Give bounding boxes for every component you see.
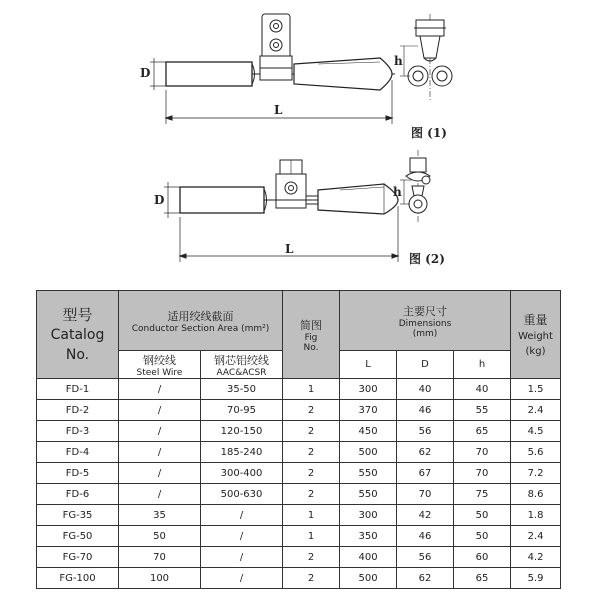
cell-acsr: / — [201, 526, 283, 547]
cell-h: 60 — [454, 547, 511, 568]
cell-fig: 2 — [283, 463, 340, 484]
cell-L: 500 — [340, 568, 397, 589]
fig1-dimension-L: L — [274, 103, 283, 117]
cell-acsr: 500-630 — [201, 484, 283, 505]
cell-steel: 70 — [119, 547, 201, 568]
cell-L: 400 — [340, 547, 397, 568]
cell-D: 67 — [397, 463, 454, 484]
cell-h: 70 — [454, 463, 511, 484]
cell-fig: 2 — [283, 568, 340, 589]
technical-drawings — [0, 0, 599, 285]
header-L: L — [340, 351, 397, 379]
cell-L: 300 — [340, 379, 397, 400]
cell-fig: 2 — [283, 421, 340, 442]
cell-steel: / — [119, 421, 201, 442]
fig2-label: 图 (2) — [409, 252, 445, 266]
cell-D: 70 — [397, 484, 454, 505]
cell-model: FG-70 — [37, 547, 119, 568]
header-dimensions: 主要尺寸 Dimensions (mm) — [340, 291, 511, 351]
cell-weight: 2.4 — [511, 526, 561, 547]
cell-acsr: 120-150 — [201, 421, 283, 442]
cell-steel: 100 — [119, 568, 201, 589]
cell-D: 40 — [397, 379, 454, 400]
header-h: h — [454, 351, 511, 379]
table-row — [37, 505, 561, 526]
cell-steel: / — [119, 379, 201, 400]
cell-weight: 7.2 — [511, 463, 561, 484]
cell-weight: 8.6 — [511, 484, 561, 505]
cell-acsr: / — [201, 505, 283, 526]
cell-h: 55 — [454, 400, 511, 421]
table-row — [37, 526, 561, 547]
table-row — [37, 484, 561, 505]
fig1-dimension-h: h — [394, 54, 403, 68]
table-row — [37, 379, 561, 400]
cell-steel: / — [119, 484, 201, 505]
cell-fig: 2 — [283, 484, 340, 505]
cell-weight: 1.5 — [511, 379, 561, 400]
cell-model: FD-3 — [37, 421, 119, 442]
cell-acsr: / — [201, 547, 283, 568]
cell-steel: 35 — [119, 505, 201, 526]
cell-fig: 2 — [283, 442, 340, 463]
fig2-dimension-L: L — [285, 242, 294, 256]
fig1-end-view — [400, 14, 452, 100]
cell-weight: 2.4 — [511, 400, 561, 421]
cell-h: 70 — [454, 442, 511, 463]
fig1-dimension-D: D — [140, 66, 151, 80]
cell-h: 40 — [454, 379, 511, 400]
cell-model: FD-4 — [37, 442, 119, 463]
header-steel-wire: 钢绞线 Steel Wire — [119, 351, 201, 379]
cell-weight: 5.9 — [511, 568, 561, 589]
cell-D: 56 — [397, 547, 454, 568]
cell-D: 42 — [397, 505, 454, 526]
cell-fig: 2 — [283, 400, 340, 421]
header-weight: 重量 Weight (kg) — [511, 291, 561, 379]
cell-weight: 5.6 — [511, 442, 561, 463]
fig2-dimension-h: h — [393, 185, 402, 199]
cell-h: 65 — [454, 568, 511, 589]
cell-model: FD-1 — [37, 379, 119, 400]
cell-acsr: / — [201, 568, 283, 589]
table-row — [37, 421, 561, 442]
header-section-area: 适用绞线截面 Conductor Section Area (mm²) — [119, 291, 283, 351]
table-row — [37, 400, 561, 421]
cell-D: 46 — [397, 526, 454, 547]
cell-model: FD-5 — [37, 463, 119, 484]
cell-L: 370 — [340, 400, 397, 421]
cell-L: 550 — [340, 484, 397, 505]
cell-acsr: 185-240 — [201, 442, 283, 463]
table-row — [37, 463, 561, 484]
cell-h: 50 — [454, 505, 511, 526]
table-row — [37, 547, 561, 568]
cell-L: 500 — [340, 442, 397, 463]
cell-D: 46 — [397, 400, 454, 421]
cell-model: FG-100 — [37, 568, 119, 589]
header-model: 型号 Catalog No. — [37, 291, 119, 379]
cell-fig: 1 — [283, 379, 340, 400]
cell-h: 75 — [454, 484, 511, 505]
cell-model: FG-35 — [37, 505, 119, 526]
table-row — [37, 568, 561, 589]
cell-weight: 1.8 — [511, 505, 561, 526]
fig2-side-view — [164, 160, 398, 262]
cell-D: 62 — [397, 568, 454, 589]
cell-h: 65 — [454, 421, 511, 442]
cell-acsr: 35-50 — [201, 379, 283, 400]
cell-fig: 1 — [283, 526, 340, 547]
table-row — [37, 442, 561, 463]
cell-steel: / — [119, 442, 201, 463]
cell-acsr: 300-400 — [201, 463, 283, 484]
header-fig: 简图 Fig No. — [283, 291, 340, 379]
cell-L: 450 — [340, 421, 397, 442]
fig2-end-view — [400, 150, 430, 222]
fig2-dimension-D: D — [154, 193, 165, 207]
cell-model: FD-6 — [37, 484, 119, 505]
fig1-side-view — [150, 14, 395, 124]
header-D: D — [397, 351, 454, 379]
cell-weight: 4.2 — [511, 547, 561, 568]
cell-fig: 2 — [283, 547, 340, 568]
header-acsr: 钢芯铝绞线 AAC&ACSR — [201, 351, 283, 379]
cell-L: 550 — [340, 463, 397, 484]
cell-acsr: 70-95 — [201, 400, 283, 421]
cell-weight: 4.5 — [511, 421, 561, 442]
cell-D: 62 — [397, 442, 454, 463]
cell-model: FG-50 — [37, 526, 119, 547]
cell-D: 56 — [397, 421, 454, 442]
fig1-label: 图 (1) — [411, 126, 447, 140]
cell-steel: / — [119, 463, 201, 484]
cell-steel: / — [119, 400, 201, 421]
specification-table — [36, 290, 561, 589]
cell-h: 50 — [454, 526, 511, 547]
cell-steel: 50 — [119, 526, 201, 547]
cell-L: 350 — [340, 526, 397, 547]
cell-L: 300 — [340, 505, 397, 526]
cell-fig: 1 — [283, 505, 340, 526]
cell-model: FD-2 — [37, 400, 119, 421]
